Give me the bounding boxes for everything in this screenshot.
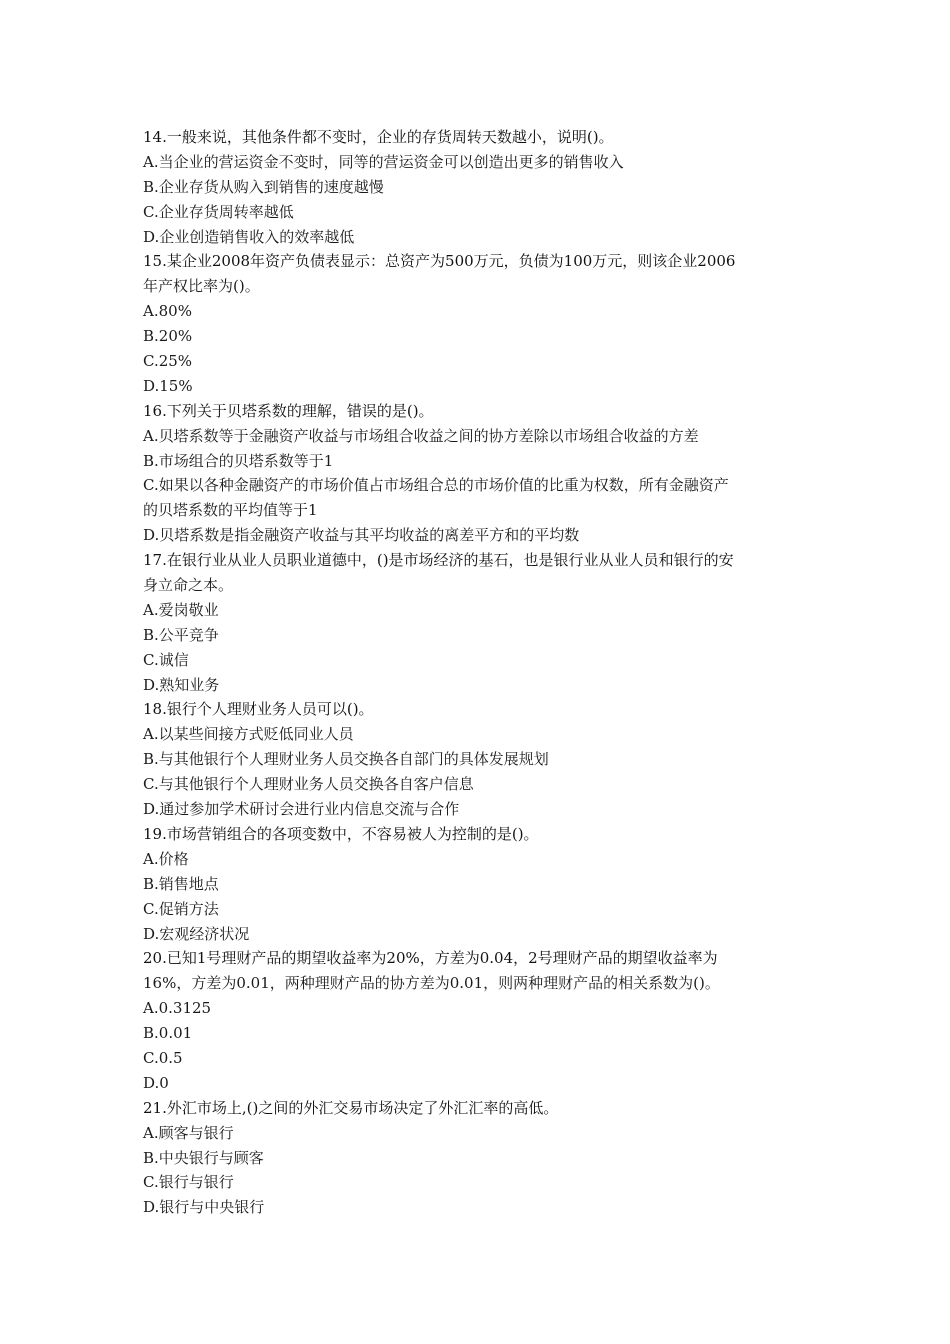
option-b: B.销售地点: [143, 874, 219, 893]
option-c: C.诚信: [143, 650, 189, 669]
option-a: A.爱岗敬业: [143, 600, 219, 619]
option-a: A.当企业的营运资金不变时，同等的营运资金可以创造出更多的销售收入: [143, 152, 624, 171]
option-a: A.80%: [143, 302, 192, 321]
question-stem: 21.外汇市场上,()之间的外汇交易市场决定了外汇汇率的高低。: [143, 1098, 559, 1117]
question-21: [143, 1096, 813, 1220]
question-stem: 17.在银行业从业人员职业道德中，()是市场经济的基石，也是银行业从业人员和银行的安: [143, 551, 734, 570]
option-d: D.0: [143, 1073, 169, 1092]
option-d: D.贝塔系数是指金融资产收益与其平均收益的离差平方和的平均数: [143, 526, 580, 545]
question-stem: 20.已知1号理财产品的期望收益率为20%，方差为0.04，2号理财产品的期望收益率为: [143, 949, 718, 968]
option-d: D.通过参加学术研讨会进行业内信息交流与合作: [143, 800, 460, 819]
option-b: B.与其他银行个人理财业务人员交换各自部门的具体发展规划: [143, 750, 549, 769]
question-17: [143, 548, 813, 697]
option-c: C.25%: [143, 352, 193, 371]
question-stem-continued: 年产权比率为()。: [143, 277, 260, 296]
question-stem: 16.下列关于贝塔系数的理解，错误的是()。: [143, 401, 434, 420]
option-d: D.熟知业务: [143, 675, 220, 694]
question-14: [143, 125, 813, 249]
option-d: D.宏观经济状况: [143, 924, 250, 943]
document-page: [143, 125, 813, 1220]
question-15: [143, 249, 813, 398]
option-a: A.以某些间接方式贬低同业人员: [143, 725, 354, 744]
question-stem-continued: 身立命之本。: [143, 576, 234, 595]
question-stem: 15.某企业2008年资产负债表显示：总资产为500万元，负债为100万元，则该企业2006: [143, 252, 736, 271]
option-b: B.中央银行与顾客: [143, 1148, 264, 1167]
option-a: A.贝塔系数等于金融资产收益与市场组合收益之间的协方差除以市场组合收益的方差: [143, 426, 699, 445]
question-19: [143, 822, 813, 946]
option-c: C.与其他银行个人理财业务人员交换各自客户信息: [143, 775, 474, 794]
option-b: B.20%: [143, 327, 193, 346]
question-18: [143, 697, 813, 821]
option-b: B.公平竞争: [143, 625, 219, 644]
question-stem: 18.银行个人理财业务人员可以()。: [143, 700, 374, 719]
question-20: [143, 946, 813, 1095]
option-c: C.促销方法: [143, 899, 219, 918]
option-c: C.0.5: [143, 1048, 183, 1067]
option-d: D.企业创造销售收入的效率越低: [143, 227, 355, 246]
question-stem-continued: 16%，方差为0.01，两种理财产品的协方差为0.01，则两种理财产品的相关系数为()。: [143, 974, 720, 993]
option-a: A.价格: [143, 849, 189, 868]
option-c: C.如果以各种金融资产的市场价值占市场组合总的市场价值的比重为权数，所有金融资产: [143, 476, 729, 495]
option-c: C.企业存货周转率越低: [143, 202, 294, 221]
option-d: D.15%: [143, 376, 193, 395]
option-b: B.企业存货从购入到销售的速度越慢: [143, 177, 384, 196]
option-b: B.0.01: [143, 1024, 193, 1043]
option-b: B.市场组合的贝塔系数等于1: [143, 451, 334, 470]
question-stem: 19.市场营销组合的各项变数中，不容易被人为控制的是()。: [143, 824, 539, 843]
question-stem: 14.一般来说，其他条件都不变时，企业的存货周转天数越小，说明()。: [143, 128, 614, 146]
option-a: A.顾客与银行: [143, 1123, 234, 1142]
option-d: D.银行与中央银行: [143, 1198, 265, 1217]
option-c: C.银行与银行: [143, 1173, 234, 1192]
question-16: [143, 399, 813, 548]
option-a: A.0.3125: [143, 999, 212, 1018]
option-c-continued: 的贝塔系数的平均值等于1: [143, 501, 318, 520]
